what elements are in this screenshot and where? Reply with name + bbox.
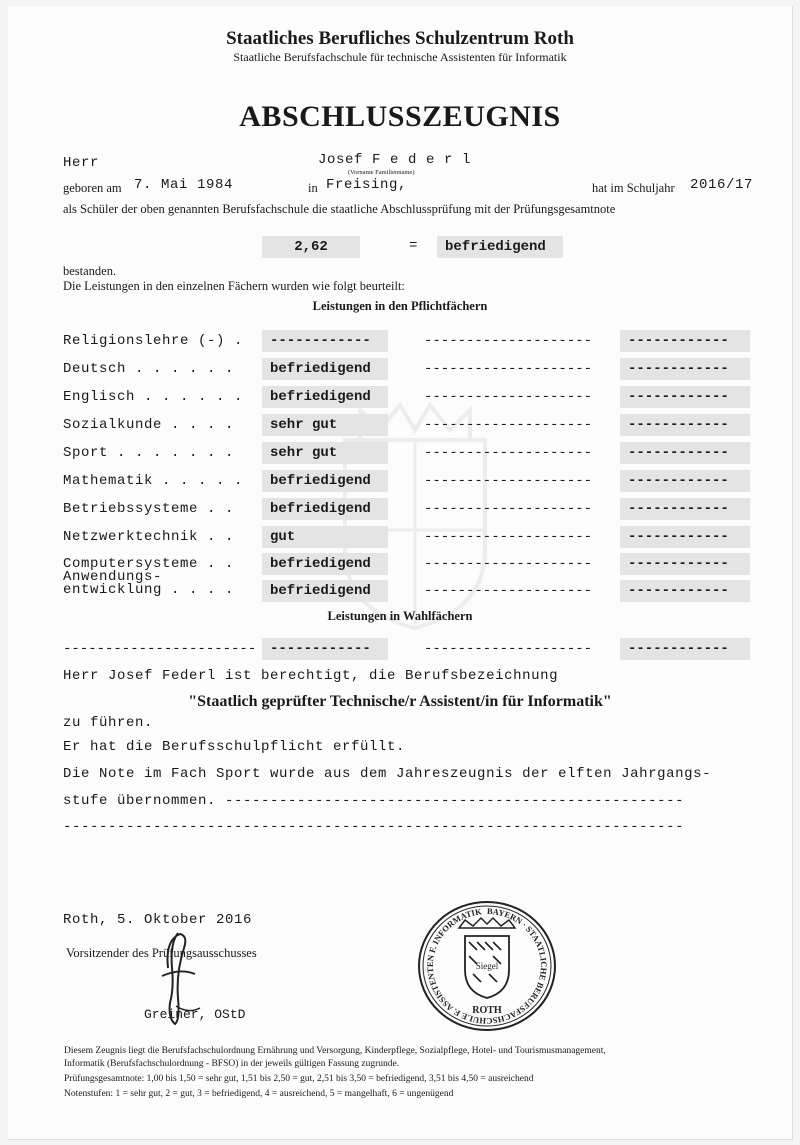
subject-name: Sozialkunde . . . .: [63, 417, 235, 433]
subject-name: Anwendungs-: [63, 569, 163, 585]
subject-grade: gut: [262, 526, 388, 548]
subject-name: Englisch . . . . . .: [63, 389, 244, 405]
empty-grade-placeholder: ------------: [620, 358, 750, 380]
school-year: 2016/17: [690, 177, 754, 193]
signer-name: Greiner, OStD: [144, 1007, 246, 1022]
empty-grade-placeholder: --------------------: [424, 473, 593, 489]
subject-name: Sport . . . . . . .: [63, 445, 235, 461]
seal-ring-text: BAYERN · STAATLICHE BERUFSFACHSCHULE F. ASSISTENTEN F. INFORMATIK: [424, 905, 550, 1027]
subject-grade: ------------: [262, 330, 388, 352]
subject-name-line2: entwicklung . . . .: [63, 582, 235, 598]
footer-legal-line1: Diesem Zeugnis liegt die Berufsfachschulordnung Ernährung und Versorgung, Kinderpflege, Sozialpflege, Hotel- und Tourismusmanagement,: [64, 1046, 606, 1056]
equals-sign: =: [409, 238, 419, 254]
chair-label: Vorsitzender des Prüfungsausschusses: [66, 946, 257, 960]
empty-grade-placeholder: ------------: [620, 553, 750, 575]
elective-subject-placeholder: -----------------------: [63, 641, 257, 657]
empty-grade-placeholder: --------------------: [424, 417, 593, 433]
subject-grade: sehr gut: [262, 414, 388, 436]
empty-grade-placeholder: ------------: [620, 330, 750, 352]
footer-grade-scale: Prüfungsgesamtnote: 1,00 bis 1,50 = sehr gut, 1,51 bis 2,50 = gut, 2,51 bis 3,50 = befriedigend, 3,51 bis 4,50 = ausreichend: [64, 1074, 534, 1084]
elective-subjects-heading: Leistungen in Wahlfächern: [327, 609, 473, 623]
birth-place: Freising,: [326, 177, 408, 193]
empty-grade-placeholder: --------------------: [424, 445, 593, 461]
elective-grade-placeholder: ------------: [262, 638, 388, 660]
exam-intro-text: als Schüler der oben genannten Berufsfachschule die staatliche Abschlussprüfung mit der Prüfungsgesamtnote: [63, 202, 616, 216]
school-duty-text: Er hat die Berufsschulpflicht erfüllt.: [63, 739, 406, 755]
school-name: Staatliches Berufliches Schulzentrum Roth: [226, 28, 574, 49]
salutation: Herr: [63, 155, 100, 171]
empty-grade-placeholder: ------------: [620, 638, 750, 660]
subject-grade: befriedigend: [262, 580, 388, 602]
in-label: in: [308, 181, 318, 195]
empty-grade-placeholder: --------------------: [424, 361, 593, 377]
subject-name: Religionslehre (-) .: [63, 333, 244, 349]
empty-grade-placeholder: --------------------: [424, 556, 593, 572]
name-caption: (Vorname Familienname): [348, 169, 415, 176]
empty-grade-placeholder: ------------: [620, 414, 750, 436]
subject-grade: befriedigend: [262, 386, 388, 408]
subjects-intro: Die Leistungen in den einzelnen Fächern wurden wie folgt beurteilt:: [63, 279, 405, 293]
seal-town-text: ROTH: [472, 1005, 502, 1016]
place-date: Roth, 5. Oktober 2016: [63, 912, 253, 928]
seal-center-text: Siegel: [475, 961, 499, 971]
total-grade: befriedigend: [437, 236, 563, 258]
empty-grade-placeholder: ------------: [620, 580, 750, 602]
to-lead-text: zu führen.: [63, 715, 154, 731]
passed-text: bestanden.: [63, 264, 117, 278]
sport-note-line1: Die Note im Fach Sport wurde aus dem Jahreszeugnis der elften Jahrgangs-: [63, 766, 712, 782]
subject-name: Computersysteme . .: [63, 556, 235, 572]
official-seal-stamp: [415, 898, 559, 1034]
empty-grade-placeholder: --------------------: [424, 333, 593, 349]
subject-name: Betriebssysteme . .: [63, 501, 235, 517]
empty-grade-placeholder: --------------------: [424, 529, 593, 545]
entitlement-text: Herr Josef Federl ist berechtigt, die Berufsbezeichnung: [63, 668, 559, 684]
subject-grade: befriedigend: [262, 358, 388, 380]
subject-grade: befriedigend: [262, 553, 388, 575]
footer-legal-line2: Informatik (Berufsfachschulordnung - BFSO) in der jeweils gültigen Fassung zugrunde.: [64, 1059, 400, 1069]
school-year-label: hat im Schuljahr: [592, 181, 675, 195]
empty-grade-placeholder: ------------: [620, 498, 750, 520]
subject-name: Netzwerktechnik . .: [63, 529, 235, 545]
subject-grade: befriedigend: [262, 470, 388, 492]
document-title: ABSCHLUSSZEUGNIS: [239, 100, 561, 133]
filler-dash-line: ---------------------------------------------------------------------: [63, 819, 685, 835]
subject-grade: sehr gut: [262, 442, 388, 464]
school-subtitle: Staatliche Berufsfachschule für technische Assistenten für Informatik: [233, 50, 567, 64]
empty-grade-placeholder: --------------------: [424, 389, 593, 405]
empty-grade-placeholder: ------------: [620, 526, 750, 548]
qualification-title: "Staatlich geprüfter Technische/r Assistent/in für Informatik": [188, 693, 612, 710]
empty-grade-placeholder: ------------: [620, 470, 750, 492]
empty-grade-placeholder: ------------: [620, 386, 750, 408]
student-name: Josef F e d e r l: [318, 152, 472, 168]
handwritten-signature: [140, 928, 230, 1028]
born-label: geboren am: [63, 181, 122, 195]
empty-grade-placeholder: --------------------: [424, 501, 593, 517]
footer-grade-levels: Notenstufen: 1 = sehr gut, 2 = gut, 3 = befriedigend, 4 = ausreichend, 5 = mangelhaft, 6 = ungenügend: [64, 1089, 454, 1099]
empty-grade-placeholder: --------------------: [424, 641, 593, 657]
subject-grade: befriedigend: [262, 498, 388, 520]
empty-grade-placeholder: ------------: [620, 442, 750, 464]
subject-name: Deutsch . . . . . .: [63, 361, 235, 377]
sport-note-line2: stufe übernommen. ---------------------------------------------------: [63, 793, 685, 809]
subject-name: Mathematik . . . . .: [63, 473, 244, 489]
empty-grade-placeholder: --------------------: [424, 583, 593, 599]
birth-date: 7. Mai 1984: [134, 177, 234, 193]
total-score: 2,62: [262, 236, 360, 258]
mandatory-subjects-heading: Leistungen in den Pflichtfächern: [312, 299, 488, 313]
